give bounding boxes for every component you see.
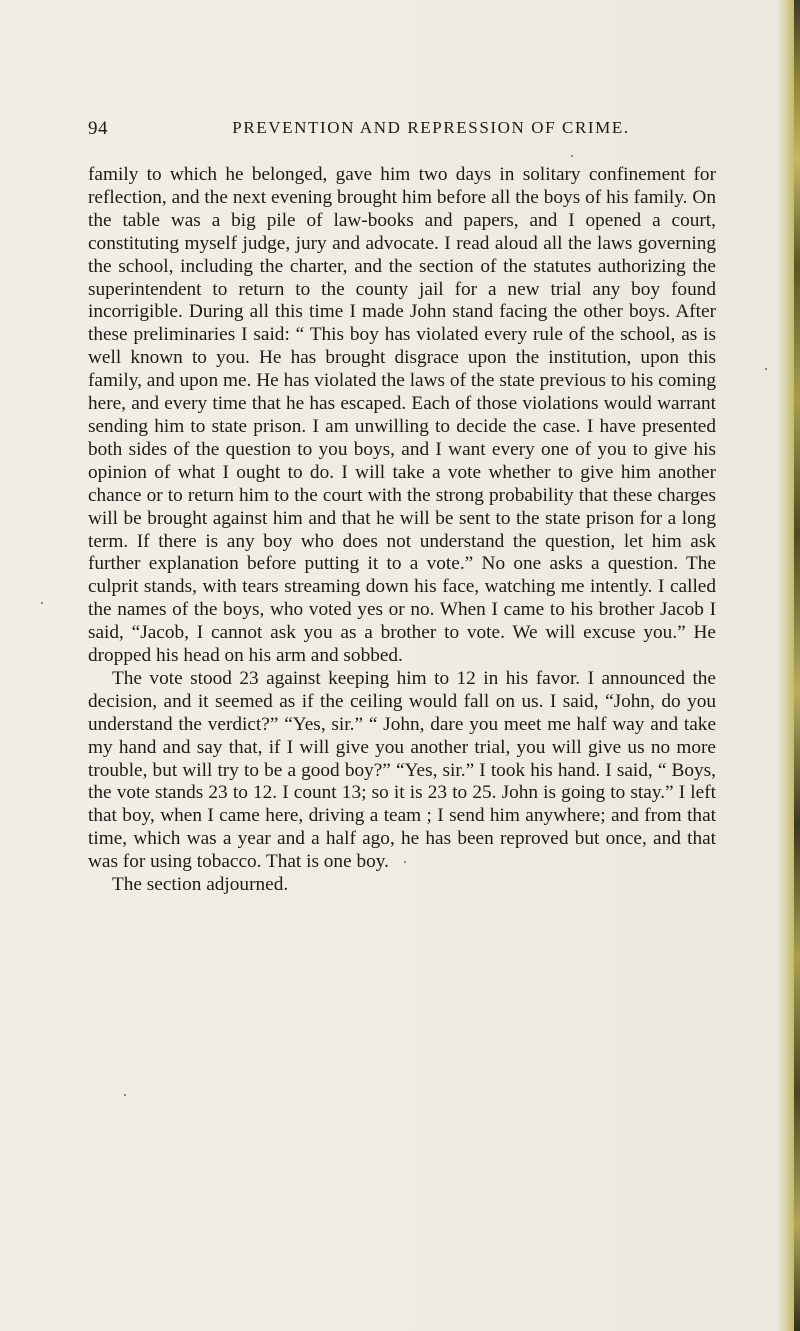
body-text bbox=[88, 164, 716, 897]
paper-speck bbox=[404, 861, 406, 863]
paper-speck bbox=[124, 1094, 126, 1096]
paper-speck bbox=[571, 155, 573, 157]
paragraph-continued: family to which he belonged, gave him two days in solitary confinement for reflection, and the next evening brought him before all the boys of his family. On the table was a big pile of law-books and papers, and I opened a court, constituting myself judge, jury and advocate. I read aloud all the laws governing the school, including the charter, and the section of the statutes authorizing the superintendent to return to the county jail for a new trial any boy found incorrigible. During all this time I made John stand facing the other boys. After these preliminaries I said: “ This boy has violated every rule of the school, as is well known to you. He has brought disgrace upon the institution, upon this family, and upon me. He has violated the laws of the state previous to his coming here, and every time that he has escaped. Each of those violations would warrant sending him to state prison. I am unwilling to decide the case. I have presented both sides of the question to you boys, and I want every one of you to give his opinion of what I ought to do. I will take a vote whether to give him another chance or to return him to the court with the strong probability that these charges will be brought against him and that he will be sent to the state prison for a long term. If there is any boy who does not understand the question, let him ask further explanation before putting it to a vote.” No one asks a question. The culprit stands, with tears streaming down his face, watching me intently. I called the names of the boys, who voted yes or no. When I came to his brother Jacob I said, “Jacob, I cannot ask you as a brother to vote. We will excuse you.” He dropped his head on his arm and sobbed. bbox=[88, 164, 716, 667]
page-number: 94 bbox=[88, 118, 108, 139]
running-head: PREVENTION AND REPRESSION OF CRIME. bbox=[232, 118, 630, 137]
paper-speck bbox=[41, 602, 43, 604]
paragraph-vote: The vote stood 23 against keeping him to 12 in his favor. I announced the decision, and it seemed as if the ceiling would fall on us. I said, “John, do you understand the verdict?” “Yes, sir.” “ John, dare you meet me half way and take my hand and say that, if I will give you another trial, you will give us no more trouble, but will try to be a good boy?” “Yes, sir.” I took his hand. I said, “ Boys, the vote stands 23 to 12. I count 13; so it is 23 to 25. John is going to stay.” I left that boy, when I came here, driving a team ; I send him anywhere; and from that time, which was a year and a half ago, he has been reproved but once, and that was for using tobacco. That is one boy. bbox=[88, 667, 716, 873]
paragraph-adjourned: The section adjourned. bbox=[112, 874, 289, 896]
page-header bbox=[88, 118, 728, 142]
paper-speck bbox=[765, 368, 767, 370]
book-binding-edge bbox=[778, 0, 800, 1331]
